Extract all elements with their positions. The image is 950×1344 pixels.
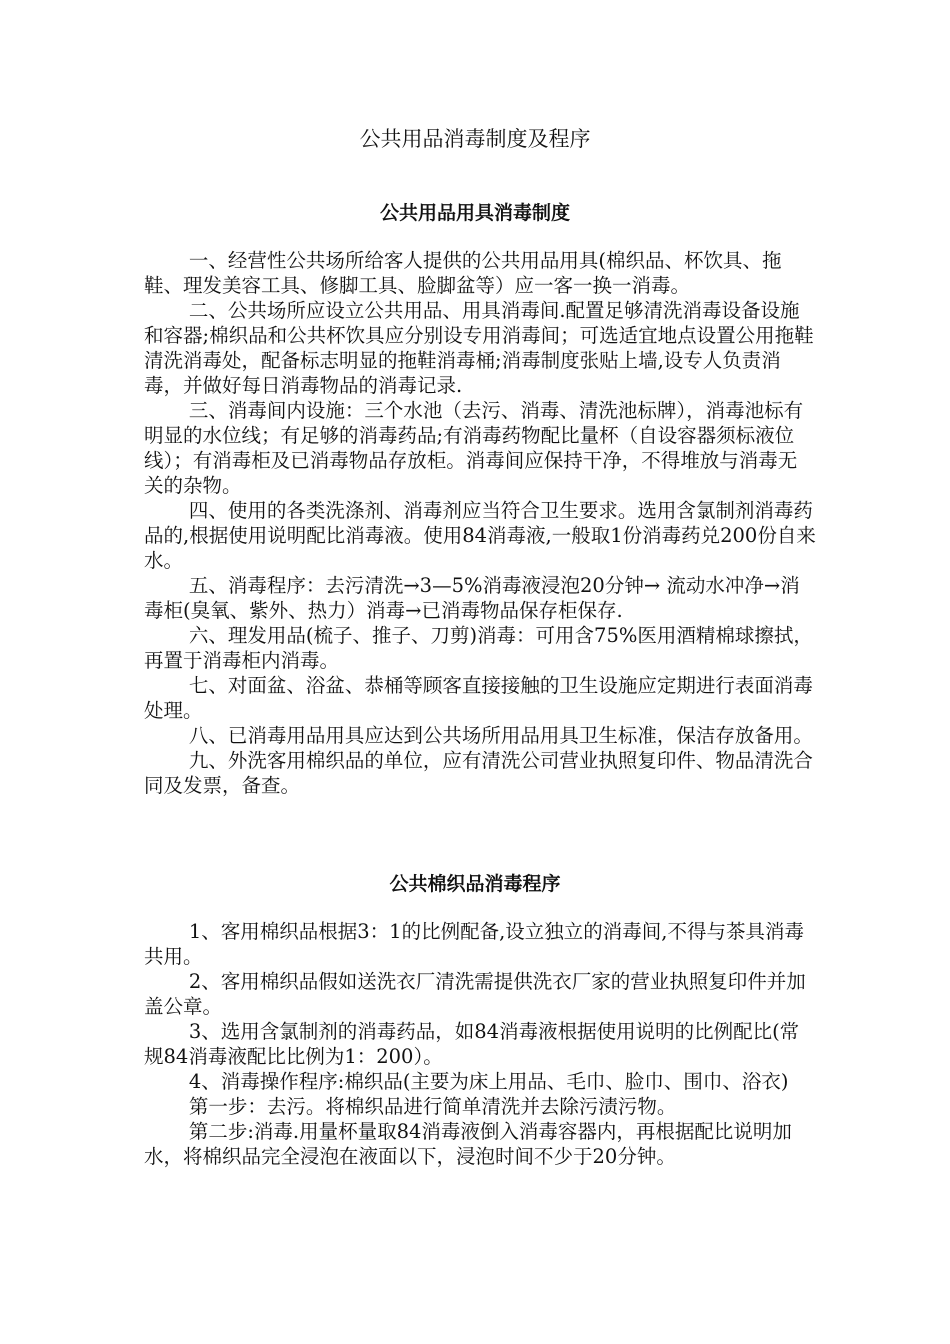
paragraph: 三、消毒间内设施：三个水池（去污、消毒、清洗池标牌），消毒池标有明显的水位线；有足够的消毒药品;有消毒药物配比量杯（自设容器须标液位线）；有消毒柜及已消毒物品存放柜。消毒间应保持干净，不得堆放与消毒无关的杂物。 [144, 399, 804, 497]
paragraph: 七、对面盆、浴盆、恭桶等顾客直接接触的卫生设施应定期进行表面消毒处理。 [144, 674, 813, 722]
paragraph: 第一步：去污。将棉织品进行简单清洗并去除污渍污物。 [188, 1095, 677, 1118]
paragraph: 二、公共场所应设立公共用品、用具消毒间.配置足够清洗消毒设备设施和容器;棉织品和公共杯饮具应分别设专用消毒间；可选适宜地点设置公用拖鞋清洗消毒处，配备标志明显的拖鞋消毒桶;消毒制度张贴上墙,设专人负责消毒，并做好每日消毒物品的消毒记录. [144, 299, 814, 397]
paragraph: 4、消毒操作程序:棉织品(主要为床上用品、毛巾、脸巾、围巾、浴衣) [188, 1070, 789, 1093]
paragraph: 八、已消毒用品用具应达到公共场所用品用具卫生标准，保洁存放备用。 [188, 724, 813, 747]
section-body-disinfection-system [144, 248, 816, 798]
paragraph: 2、客用棉织品假如送洗衣厂清洗需提供洗衣厂家的营业执照复印件并加盖公章。 [144, 970, 806, 1018]
paragraph: 一、经营性公共场所给客人提供的公共用品用具(棉织品、杯饮具、拖鞋、理发美容工具、修脚工具、脸脚盆等）应一客一换一消毒。 [144, 249, 782, 297]
paragraph: 九、外洗客用棉织品的单位，应有清洗公司营业执照复印件、物品清洗合同及发票，备查。 [144, 749, 813, 797]
section-body-textile-procedure [144, 919, 816, 1169]
section-heading-disinfection-system: 公共用品用具消毒制度 [379, 202, 570, 224]
document-title: 公共用品消毒制度及程序 [359, 127, 591, 151]
paragraph: 六、理发用品(梳子、推子、刀剪)消毒：可用含75%医用酒精棉球擦拭，再置于消毒柜内消毒。 [144, 624, 813, 672]
paragraph: 五、消毒程序：去污清洗→3—5%消毒液浸泡20分钟→ 流动水冲净→消毒柜(臭氧、紫外、热力）消毒→已消毒物品保存柜保存. [144, 574, 800, 622]
paragraph: 第二步:消毒.用量杯量取84消毒液倒入消毒容器内，再根据配比说明加水，将棉织品完全浸泡在液面以下，浸泡时间不少于20分钟。 [144, 1120, 792, 1168]
section-heading-textile-procedure: 公共棉织品消毒程序 [389, 873, 561, 895]
paragraph: 1、客用棉织品根据3：1的比例配备,设立独立的消毒间,不得与茶具消毒共用。 [144, 920, 804, 968]
paragraph: 四、使用的各类洗涤剂、消毒剂应当符合卫生要求。选用含氯制剂消毒药品的,根据使用说明配比消毒液。使用84消毒液,一般取1份消毒药兑200份自来水。 [144, 499, 816, 572]
paragraph: 3、选用含氯制剂的消毒药品，如84消毒液根据使用说明的比例配比(常规84消毒液配比比例为1：200）。 [144, 1020, 800, 1068]
